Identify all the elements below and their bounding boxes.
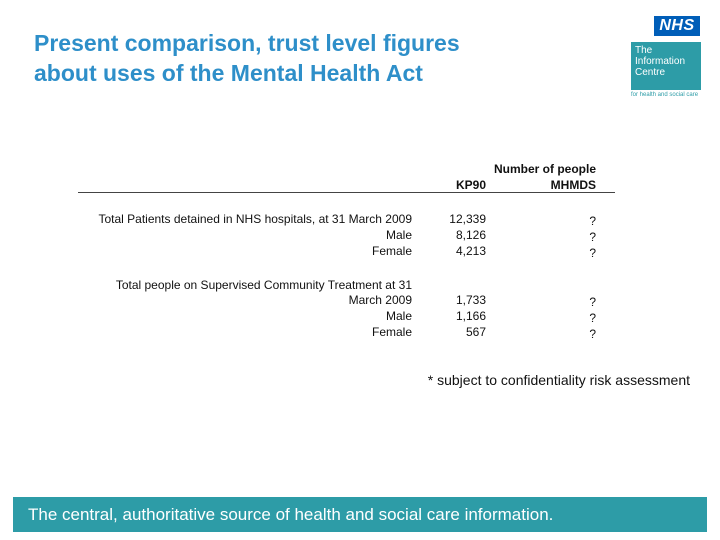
footnote: * subject to confidentiality risk assessment xyxy=(427,372,690,388)
nhs-information-centre-logo xyxy=(628,16,704,98)
logo-line-2: Information xyxy=(635,56,686,67)
row-kp90-value: 4,213 xyxy=(455,244,486,258)
column-header-mhmds: MHMDS xyxy=(550,178,596,192)
row-label: Male xyxy=(385,228,412,242)
row-label: Total people on Supervised Community Treatment at 31 xyxy=(115,278,412,292)
logo-line-3: Centre xyxy=(635,67,666,78)
column-header-kp90: KP90 xyxy=(455,178,486,192)
row-label: Male xyxy=(385,309,412,323)
information-centre-logo xyxy=(631,42,701,90)
row-mhmds-value: ? xyxy=(589,295,596,309)
footer-banner: The central, authoritative source of health and social care information. xyxy=(13,497,707,532)
header-divider xyxy=(78,192,615,193)
row-mhmds-value: ? xyxy=(589,246,596,260)
nhs-logo: NHS xyxy=(654,16,700,36)
row-label: Female xyxy=(371,325,412,339)
row-mhmds-value: ? xyxy=(589,311,596,325)
logo-line-1: The xyxy=(635,45,653,56)
title-line-1: Present comparison, trust level figures xyxy=(34,30,460,56)
row-label: March 2009 xyxy=(348,293,412,307)
row-kp90-value: 12,339 xyxy=(449,212,486,226)
row-kp90-value: 567 xyxy=(465,325,486,339)
logo-tagline: for health and social care xyxy=(631,92,699,98)
row-label: Total Patients detained in NHS hospitals, at 31 March 2009 xyxy=(98,212,412,226)
row-kp90-value: 8,126 xyxy=(455,228,486,242)
row-mhmds-value: ? xyxy=(589,214,596,228)
group-header: Number of people xyxy=(493,162,596,176)
title-line-2: about uses of the Mental Health Act xyxy=(34,60,423,86)
row-label: Female xyxy=(371,244,412,258)
row-mhmds-value: ? xyxy=(589,327,596,341)
row-kp90-value: 1,733 xyxy=(455,293,486,307)
row-mhmds-value: ? xyxy=(589,230,596,244)
row-kp90-value: 1,166 xyxy=(455,309,486,323)
page-title xyxy=(34,28,460,88)
